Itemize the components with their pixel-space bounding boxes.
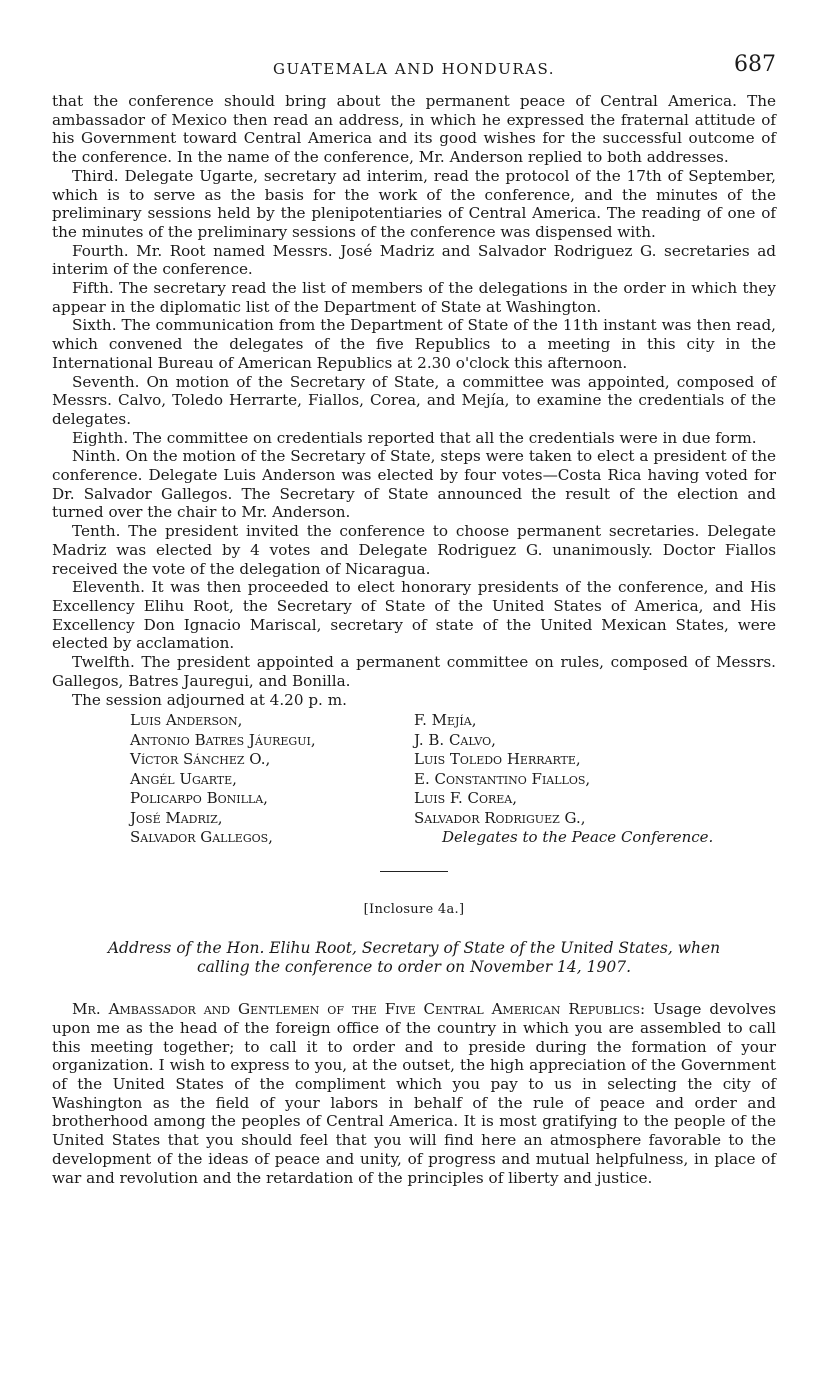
signatory: Policarpo Bonilla,: [130, 789, 268, 808]
paragraph: Ninth. On the motion of the Secretary of State, steps were taken to elect a president of the conference. Delegate Luis Anderson was elected by four votes—Costa Rica having voted for Dr. Salvador Gallegos. The Secretary of State announced the result of the election and turned over the chair to Mr. Anderson.: [52, 447, 776, 522]
signatory: Luis Toledo Herrarte,: [414, 750, 581, 769]
signatory: Salvador Rodriguez G.,: [414, 808, 586, 827]
paragraph: Tenth. The president invited the conference to choose permanent secretaries. Delegate Madriz was elected by 4 votes and Delegate Rodriguez G. unanimously. Doctor Fiallos received the vote of the delegation of Nicaragua.: [52, 522, 776, 578]
signatures-left-column: [130, 711, 316, 848]
running-head: GUATEMALA AND HONDURAS.: [273, 60, 555, 78]
paragraph: Fifth. The secretary read the list of members of the delegations in the order in which they appear in the diplomatic list of the Department of State at Washington.: [52, 279, 776, 316]
signatory: Luis F. Corea,: [414, 789, 518, 808]
address-title-line: Address of the Hon. Elihu Root, Secretary of State of the United States, when: [107, 939, 721, 958]
signatory: Salvador Gallegos,: [130, 828, 273, 847]
signature-block: [52, 711, 776, 847]
paragraph: The session adjourned at 4.20 p. m.: [72, 690, 347, 709]
paragraph: Seventh. On motion of the Secretary of State, a committee was appointed, composed of Messrs. Calvo, Toledo Herrarte, Fiallos, Corea, and Mejía, to examine the credentials of the delegates.: [52, 372, 776, 428]
page-number: 687: [734, 52, 776, 77]
protocol-text: [52, 92, 776, 709]
signatory: Víctor Sánchez O.,: [130, 750, 271, 769]
signatory: Antonio Batres Jáuregui,: [130, 730, 316, 749]
paragraph: Sixth. The communication from the Department of State of the 11th instant was then read, which convened the delegates of the five Republics to a meeting in this city in the International Bureau of American Republics at 2.30 o'clock this afternoon.: [52, 316, 776, 372]
salutation: Mr. Ambassador and Gentlemen of the Five Central American Republics:: [72, 1000, 646, 1019]
signatory: E. Constantino Fiallos,: [414, 769, 591, 788]
paragraph: that the conference should bring about the permanent peace of Central America. The ambassador of Mexico then read an address, in which he expressed the fraternal attitude of his Government toward Central America and its good wishes for the successful outcome of the conference. In the name of the conference, Mr. Anderson replied to both addresses.: [52, 92, 776, 167]
signatory: F. Mejía,: [414, 711, 477, 730]
paragraph: Eighth. The committee on credentials reported that all the credentials were in due form.: [72, 428, 757, 447]
section-divider: [380, 871, 448, 872]
signatory: José Madriz,: [130, 808, 223, 827]
signatory: Luis Anderson,: [130, 711, 243, 730]
address-text: Usage devolves upon me as the head of the foreign office of the country in which you are assembled to call this meeting together; to call it to order and to preside during the formation of your organization. I wish to express to you, at the outset, the high appreciation of the Government of the United States of the compliment which you pay to us in selecting the city of Washington as the field of your labors in behalf of the rule of peace and order and brotherhood among the peoples of Central America. It is most gratifying to the people of the United States that you should feel that you will find here an atmosphere favorable to the development of the ideas of peace and unity, of progress and mutual helpfulness, in place of war and revolution and the retardation of the principles of liberty and justice.: [52, 1000, 776, 1187]
address-title: [52, 939, 776, 977]
signatory: Angél Ugarte,: [130, 769, 237, 788]
paragraph: Fourth. Mr. Root named Messrs. José Madriz and Salvador Rodriguez G. secretaries ad interim of the conference.: [52, 241, 776, 279]
signatories-note: Delegates to the Peace Conference.: [442, 828, 714, 847]
page-header: [52, 50, 776, 92]
signatures-right-column: [414, 711, 713, 848]
inclosure-label: [Inclosure 4a.]: [363, 902, 465, 918]
address-body: [52, 1000, 776, 1187]
signatory: J. B. Calvo,: [414, 730, 496, 749]
paragraph: Third. Delegate Ugarte, secretary ad interim, read the protocol of the 17th of September, which is to serve as the basis for the work of the conference, and the minutes of the preliminary sessions held by the plenipotentiaries of Central America. The reading of one of the minutes of the preliminary sessions of the conference was dispensed with.: [52, 166, 776, 241]
paragraph: Eleventh. It was then proceeded to elect honorary presidents of the conference, and His Excellency Elihu Root, the Secretary of State of the United States of America, and His Excellency Don Ignacio Mariscal, secretary of state of the United Mexican States, were elected by acclamation.: [52, 578, 776, 653]
address-title-line: calling the conference to order on November 14, 1907.: [197, 958, 631, 977]
paragraph: Twelfth. The president appointed a permanent committee on rules, composed of Messrs. Gallegos, Batres Jauregui, and Bonilla.: [52, 653, 776, 690]
